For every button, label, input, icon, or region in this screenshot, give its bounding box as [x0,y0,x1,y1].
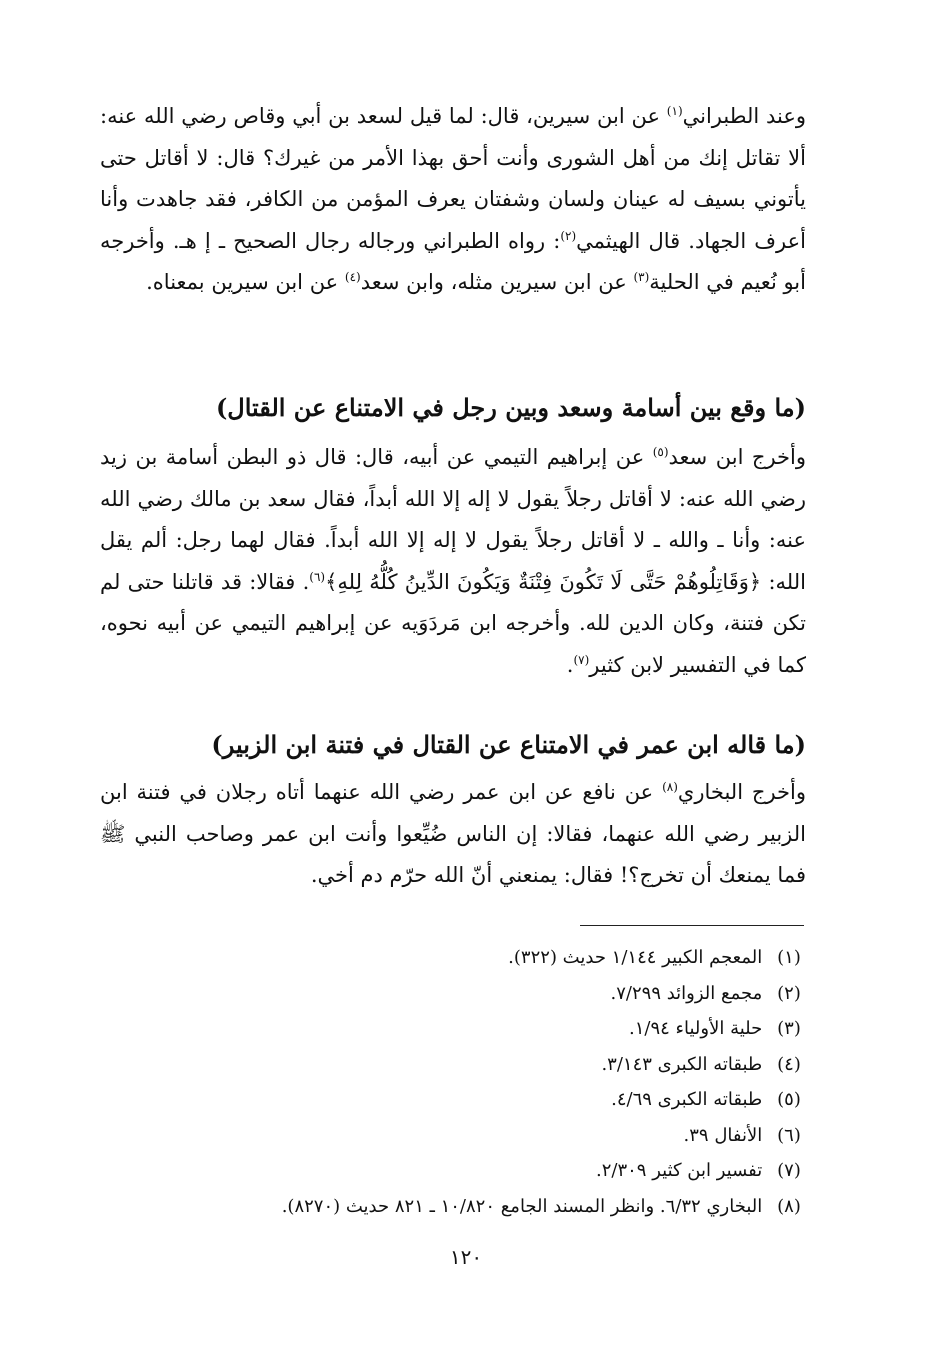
section-heading-usama-saad: (ما وقع بين أسامة وسعد وبين رجل في الامتناع عن القتال) [215,393,806,422]
paragraph-text: : رواه الطبراني ورجاله رجال الصحيح ـ إ هـ. وأخرجه أبو نُعيم في الحلية [100,228,806,294]
paragraph-text: وعند الطبراني [682,104,806,128]
footnote-text: مجمع الزوائد ٧/٢٩٩. [610,982,763,1004]
footnote-text: طبقاته الكبرى ٣/١٤٣. [601,1053,763,1075]
paragraph-text: وأخرج ابن سعد [668,445,806,469]
footnote-item [160,976,810,1012]
footnote-number: (٤) [777,1053,801,1075]
footnote-text: المعجم الكبير ١/١٤٤ حديث (٣٢٢). [508,947,763,968]
footnote-marker: (١) [666,104,683,118]
paragraph-tabarani [100,96,806,304]
footnote-marker: (٢) [560,228,577,243]
section-heading [100,388,806,428]
paragraph-text: عن ابن سيرين بمعناه. [146,270,345,294]
footnote-number: (٣) [777,1018,801,1039]
footnote-text: البخاري ٦/٣٢. وانظر المسند الجامع ١٠/٨٢٠ ـ ٨٢١ حديث (٨٢٧٠). [281,1195,763,1217]
footnote-item [160,1011,810,1047]
footnote-number: (٥) [777,1089,801,1110]
paragraph-text: عن نافع عن ابن عمر رضي الله عنهما أتاه رجلان في فتنة ابن الزبير رضي الله عنهما، فقالا: إن الناس ضُيِّعوا وأنت ابن عمر وصاحب النبي ﷺ فما يمنعك أن تخرج؟! فقال: يمنعني أنّ الله حرّم دم أخي. [100,780,806,887]
footnotes-list [160,940,810,1224]
footnote-number: (٨) [777,1195,801,1217]
footnote-marker: (٥) [652,445,669,459]
footnote-text: طبقاته الكبرى ٤/٦٩. [611,1089,763,1110]
footnote-number: (٢) [777,982,801,1004]
paragraph-text: عن ابن سيرين، قال: لما قيل لسعد بن أبي وقاص رضي الله عنه: ألا تقاتل إنك من أهل الشورى وأنت أحق بهذا الأمر من غيرك؟ قال: لا أقاتل حتى يأتوني بسيف له عينان ولسان وشفتان يعرف المؤمن من الكافر، فقد جاهدت وأنا أعرف الجهاد. قال الهيثمي [100,104,806,253]
paragraph-ibn-saad [100,437,806,686]
footnote-marker: (٤) [344,270,361,284]
footnote-item [160,1047,810,1083]
paragraph-text: عن إبراهيم التيمي عن أبيه، قال: قال ذو البطن أسامة بن زيد رضي الله عنه: لا أقاتل رجلاً يقول لا إله إلا الله أبداً، فقال سعد بن مالك رضي الله عنه: وأنا ـ والله ـ لا أقاتل رجلاً يقول لا إله إلا الله أبداً. فقال لهما رجل: ألم يقل الله: ﴿وَقَاتِلُوهُمْ حَتَّى لَا تَكُونَ فِتْنَةٌ وَيَكُونَ الدِّينُ كُلُّهُ لِلهِ﴾ [100,445,806,594]
footnote-item [160,1189,810,1225]
section-heading-ibn-umar: (ما قاله ابن عمر في الامتناع عن القتال في فتنة ابن الزبير) [211,730,806,759]
footnote-item [160,1153,810,1189]
section-heading [100,725,806,765]
footnote-item [160,1082,810,1118]
footnote-number: (٦) [777,1124,801,1146]
footnote-text: حلية الأولياء ١/٩٤. [629,1018,763,1039]
footnote-marker: (٣) [633,270,650,284]
footnote-item [160,1118,810,1154]
footnote-text: الأنفال ٣٩. [683,1124,763,1146]
footnote-marker: (٧) [573,652,590,667]
paragraph-bukhari [100,772,806,897]
page-number: ١٢٠ [449,1245,483,1269]
footnote-marker: (٦) [309,569,326,584]
paragraph-text: عن ابن سيرين مثله، وابن سعد [360,270,634,294]
footnote-marker: (٨) [662,780,678,794]
footnote-number: (٧) [777,1160,801,1181]
footnote-number: (١) [777,947,801,968]
footnote-divider [580,925,804,926]
paragraph-text: . فقالا: قد قاتلنا حتى لم تكن فتنة، وكان الدين لله. وأخرجه ابن مَردَوَيه عن إبراهيم التيمي عن أبيه نحوه، كما في التفسير لابن كثير [100,569,806,677]
footnote-item [160,940,810,976]
paragraph-text: . [566,652,574,677]
paragraph-text: وأخرج البخاري [677,780,806,804]
footnote-text: تفسير ابن كثير ٢/٣٠٩. [596,1160,763,1181]
